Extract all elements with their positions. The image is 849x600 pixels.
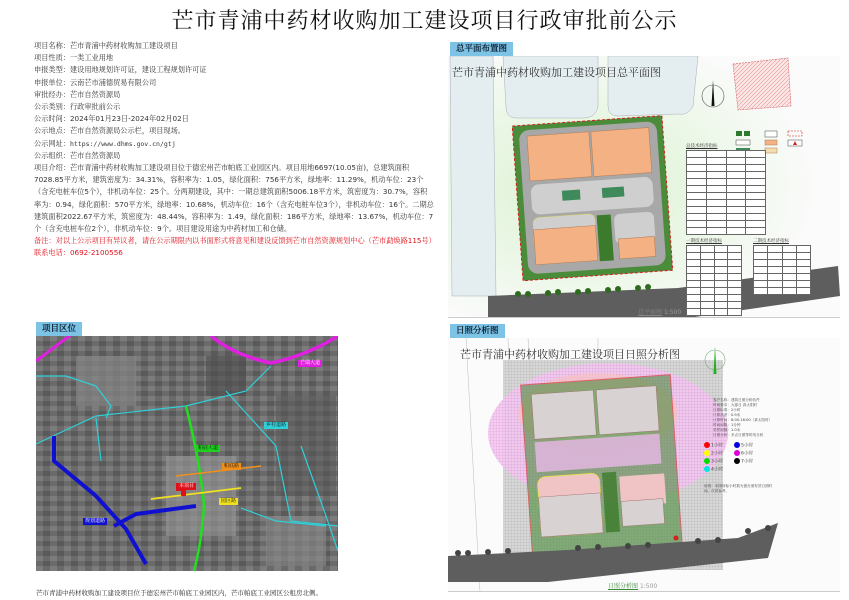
info-notice-period: 公示时间：2024年01月23日-2024年02月02日 [34, 114, 189, 124]
info-notice-organizer: 公示组织：芒市自然资源局 [34, 150, 121, 160]
legend-6h: 6小时 [734, 450, 753, 457]
map-label-village-road: 乡村道路 [266, 422, 287, 428]
legend-2h: 2小时 [704, 450, 723, 457]
legend-7h: 7小时 [734, 458, 753, 465]
legend-dot-icon [704, 466, 710, 472]
info-application-type: 申报类型：建设用地规划许可证，建设工程规划许可证 [34, 65, 207, 75]
legend-dot-icon [734, 450, 740, 456]
sun-analysis-scale: 日照分析图 1:500 [608, 583, 658, 590]
legend-4h: 4小时 [704, 466, 723, 473]
legend-dot-icon [734, 442, 740, 448]
info-notice-location: 公示地点：芒市自然资源局公示栏，项目现场。 [34, 126, 185, 136]
map-label-padi-road: 帕底路 [224, 463, 240, 469]
map-label-project: 本项目 [179, 483, 195, 489]
info-applicant: 申报单位：云南芒市浦德贸易有限公司 [34, 77, 157, 87]
info-project-description: 项目介绍：芒市青浦中药材收购加工建设项目位于德宏州芒市帕底工业园区内。项目用地6697(10.05亩)，总建筑面积7028.85平方米，建筑密度为：34.31%，容积率为：1.05，绿化面积：756平方米，绿地率：11.29%，机动车位：23个（含充电桩车位5个），非机动车位：25个。分两期建设，其中：一期总建筑面积5006.18平方米，筑密度为：30.7%，容积率为：0.94，绿化面积：570平方米，绿地率：10.68%，机动车位：16个（含充电桩车位3个），非机动车位：16个。二期总建筑面积2022.67平方米，筑密度为：48.44%，容积率为：1.49，绿化面积：186平方米，绿地率：13.67%，机动车位：7个（含充电桩车位2个），非机动车位：9个。项目建设用途为中药材加工和仓储。 [34, 163, 434, 234]
phase2-indicator-heading: 二期技术经济指标 [753, 239, 789, 244]
sun-analysis-tag: 日照分析图 [450, 324, 505, 339]
info-project-nature: 项目性质：一类工业用地 [34, 53, 114, 63]
objection-note: 备注：对以上公示项目有异议者，请在公示期限内以书面形式将意见和建设反馈到芒市自然资源规划中心（芒市勐焕路115号） 联系电话：0692-2100556 [34, 236, 440, 258]
site-plan-scale: 总平面图 1:500 [638, 309, 682, 316]
map-label-mangrui-avenue: 芒瑞大道 [300, 360, 321, 366]
sun-analysis-title: 芒市青浦中药材收购加工建设项目日照分析图 [460, 348, 680, 361]
location-map [36, 336, 338, 571]
sun-analysis-notes: 客户名称：建筑日照分析软件 时间要求：大寒日 真太阳时 日照标准：2小时 计算高度：0.9米 计算时间：8:00-16:00（真太阳时） 时间间隔：1分钟 采样间隔：1.0米 日照分析：多点日照等时线分析 [713, 398, 773, 437]
phase1-indicator-table [686, 245, 742, 316]
site-plan-title: 芒市青浦中药材收购加工建设项目总平面图 [452, 66, 661, 79]
legend-3h: 3小时 [704, 458, 723, 465]
site-plan [448, 56, 840, 318]
info-notice-type: 公示类别：行政审批前公示 [34, 102, 121, 112]
info-approval-office: 审批经办：芒市自然资源局 [34, 89, 121, 99]
location-map-tag: 项目区位 [36, 322, 82, 337]
legend-dot-icon [734, 458, 740, 464]
phase2-indicator-table [753, 245, 811, 295]
main-indicator-table [686, 150, 766, 235]
info-project-name: 项目名称：芒市青浦中药材收购加工建设项目 [34, 41, 178, 50]
location-map-caption: 芒市青浦中药材收购加工建设项目位于德宏州芒市帕底工业园区内，芒市帕底工业园区公租房北侧。 [36, 589, 322, 597]
legend-dot-icon [704, 450, 710, 456]
info-notice-url: 公示网址：https://www.dhms.gov.cn/gtj [34, 138, 176, 148]
map-label-park-road: 园区路 [221, 498, 237, 504]
sun-analysis-footnote: 说明：本图所标小时数为窗台面有效日照时间，仅供参考。 [704, 484, 773, 493]
main-indicator-heading: 总技术经济指标 [686, 144, 718, 149]
legend-5h: 5小时 [734, 442, 753, 449]
page-title: 芒市青浦中药材收购加工建设项目行政审批前公示 [171, 9, 678, 34]
satellite-map-graphic [36, 336, 338, 571]
map-label-planned-road: 规划道路 [85, 518, 106, 524]
legend-dot-icon [704, 442, 710, 448]
sunlight-hours-legend [704, 442, 784, 482]
project-info [34, 40, 440, 260]
site-plan-tag: 总平面布置图 [450, 42, 513, 57]
notice-url-link[interactable]: https://www.dhms.gov.cn/gtj [69, 139, 176, 148]
sun-analysis [448, 338, 840, 592]
legend-1h: 1小时 [704, 442, 723, 449]
map-label-padi-avenue: 帕底大道 [198, 445, 219, 451]
phase1-indicator-heading: 一期技术经济指标 [686, 239, 722, 244]
legend-dot-icon [704, 458, 710, 464]
